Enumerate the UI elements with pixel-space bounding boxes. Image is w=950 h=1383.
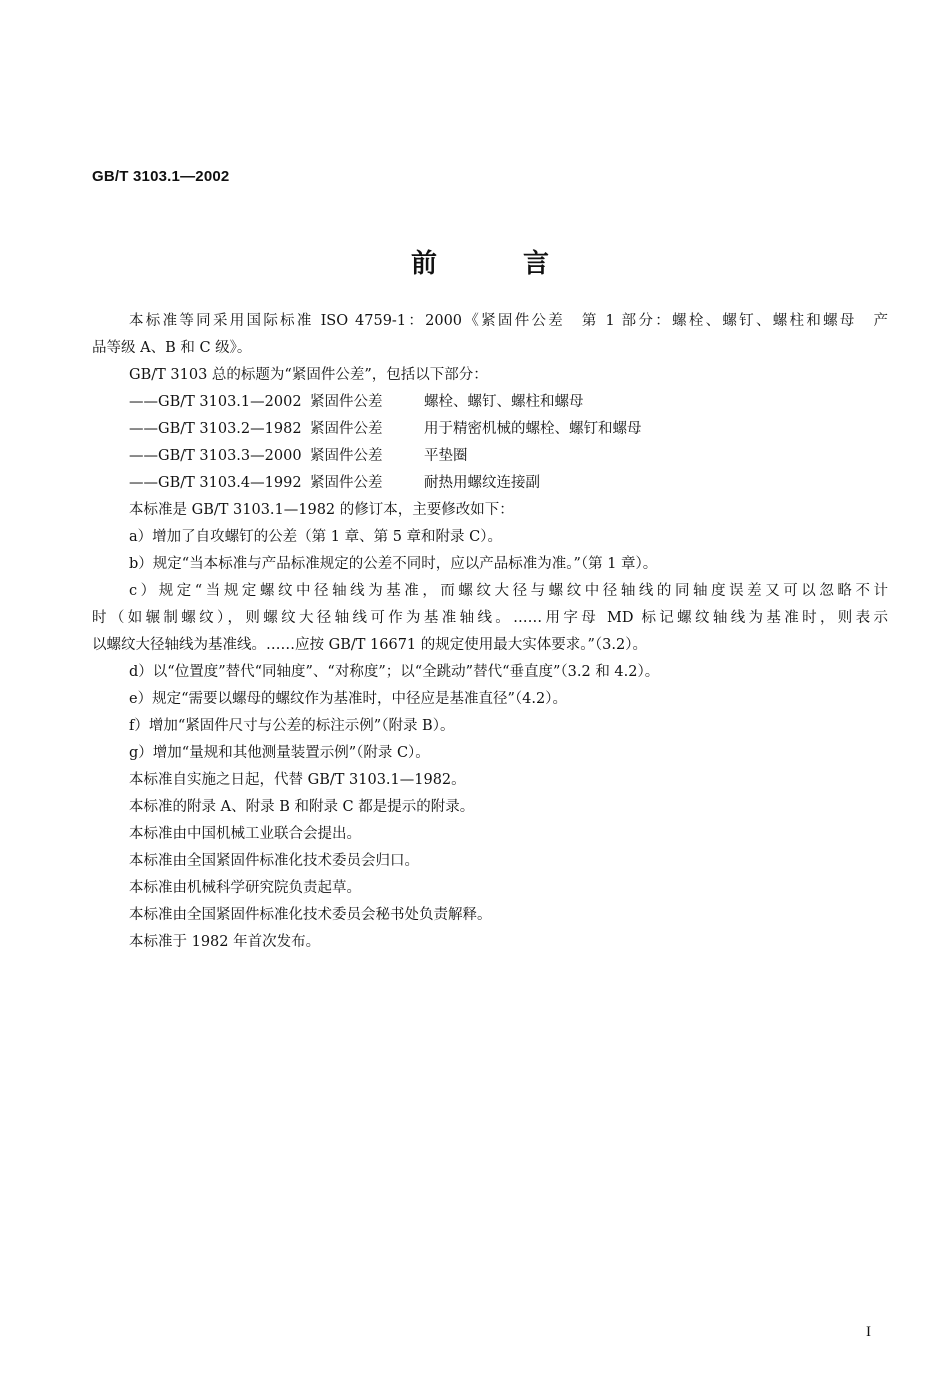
part-name: 耐热用螺纹连接副 [424,475,540,491]
list-item [92,443,888,470]
change-item-e: e）规定“需要以螺母的螺纹作为基准时，中径应是基准直径”（4.2）。 [129,691,567,707]
title-char-1: 前 [411,249,438,279]
paragraph-series-title: GB/T 3103 总的标题为“紧固件公差”，包括以下部分： [129,367,488,383]
standard-code: GB/T 3103.1—2002 [92,168,230,185]
part-category: 紧固件公差 [310,421,383,437]
list-item [92,470,888,497]
title-char-2: 言 [523,249,550,279]
part-code: ——GB/T 3103.3—2000 [129,448,302,464]
change-item-g: g）增加“量规和其他测量装置示例”（附录 C）。 [129,745,430,761]
change-item-c-line-3: 以螺纹大径轴线为基准线。……应按 GB/T 16671 的规定使用最大实体要求。”（3.2）。 [92,637,647,653]
part-name: 用于精密机械的螺栓、螺钉和螺母 [424,421,642,437]
part-category: 紧固件公差 [310,475,383,491]
paragraph-revision: 本标准是 GB/T 3103.1—1982 的修订本，主要修改如下： [129,502,514,518]
part-category: 紧固件公差 [310,448,383,464]
change-item-b: b）规定“当本标准与产品标准规定的公差不同时，应以产品标准为准。”（第 1 章）。 [129,556,658,572]
paragraph-first-issued: 本标准于 1982 年首次发布。 [129,934,321,950]
change-item-c-line-2: 时（如辗制螺纹），则螺纹大径轴线可作为基准轴线。……用字母 MD 标记螺纹轴线为基准时，则表示 [92,610,888,626]
part-code: ——GB/T 3103.1—2002 [129,394,302,410]
page-number: I [866,1324,871,1340]
change-item-c-line-1: c）规定“当规定螺纹中径轴线为基准，而螺纹大径与螺纹中径轴线的同轴度误差又可以忽略不计 [129,583,888,599]
list-item [92,416,888,443]
part-code: ——GB/T 3103.4—1992 [129,475,302,491]
paragraph-centralized-by: 本标准由全国紧固件标准化技术委员会归口。 [129,853,419,869]
paragraph-adoption-line-2: 品等级 A、B 和 C 级》。 [92,340,252,356]
paragraph-replaces: 本标准自实施之日起，代替 GB/T 3103.1—1982。 [129,772,466,788]
paragraph-annexes: 本标准的附录 A、附录 B 和附录 C 都是提示的附录。 [129,799,475,815]
change-item-a: a）增加了自攻螺钉的公差（第 1 章、第 5 章和附录 C）。 [129,529,502,545]
change-item-f: f）增加“紧固件尺寸与公差的标注示例”（附录 B）。 [129,718,455,734]
list-item [92,389,888,416]
part-category: 紧固件公差 [310,394,383,410]
paragraph-drafted-by: 本标准由机械科学研究院负责起草。 [129,880,361,896]
part-name: 平垫圈 [424,448,468,464]
foreword-body [92,308,888,956]
part-code: ——GB/T 3103.2—1982 [129,421,302,437]
part-name: 螺栓、螺钉、螺柱和螺母 [424,394,584,410]
paragraph-adoption-line-1: 本标准等同采用国际标准 ISO 4759-1：2000《紧固件公差 第 1 部分：螺栓、螺钉、螺柱和螺母 产 [129,313,888,329]
paragraph-proposed-by: 本标准由中国机械工业联合会提出。 [129,826,361,842]
change-item-d: d）以“位置度”替代“同轴度”、“对称度”；以“全跳动”替代“垂直度”（3.2 和 4.2）。 [129,664,660,680]
paragraph-interpreted-by: 本标准由全国紧固件标准化技术委员会秘书处负责解释。 [129,907,492,923]
